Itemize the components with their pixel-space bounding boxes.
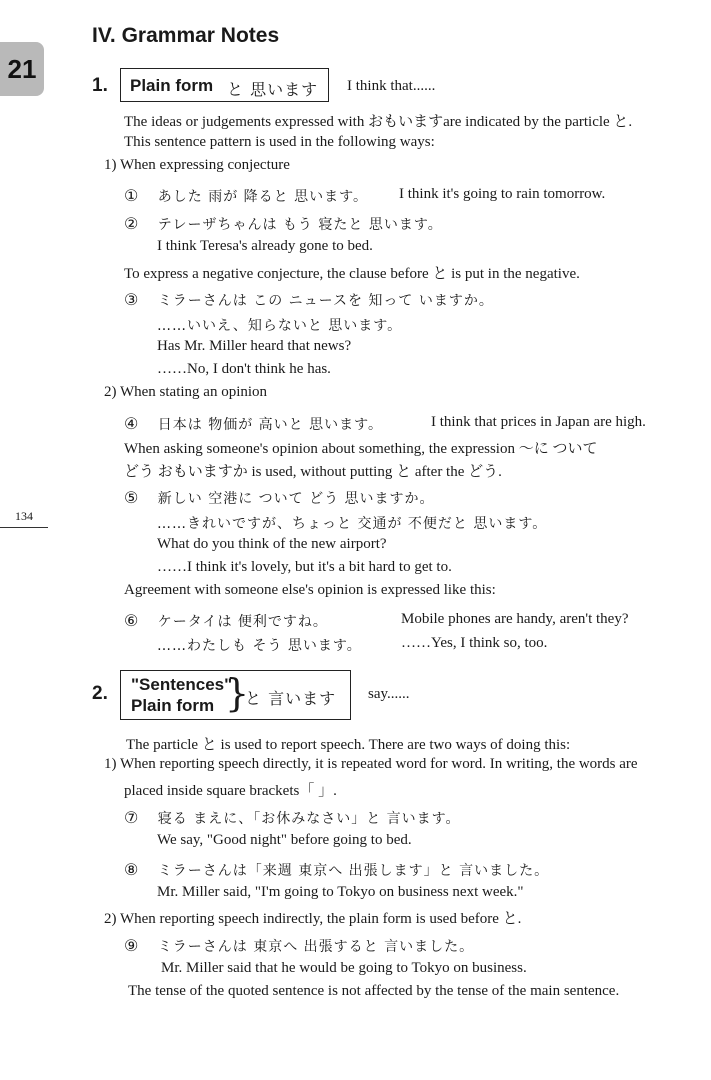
ask-note-2: どう おもいますか is used, without putting と after the どう.	[124, 464, 502, 480]
note-2-pattern-line-1: "Sentences"	[131, 675, 233, 694]
example-3	[124, 290, 494, 310]
example-8-jp: ミラーさんは「来週 東京へ 出張します」と 言いました。	[157, 863, 550, 879]
example-3-jp-1: ミラーさんは この ニュースを 知って いますか。	[157, 293, 494, 309]
example-4-en: I think that prices in Japan are high.	[431, 414, 646, 430]
example-8-number: ⑧	[124, 862, 139, 879]
example-1	[124, 186, 368, 206]
agreement-note: Agreement with someone else's opinion is expressed like this:	[124, 582, 496, 598]
note-2-use-1b: placed inside square brackets「 」.	[124, 783, 337, 799]
note-1-meaning: I think that......	[347, 78, 436, 94]
example-9	[124, 936, 474, 956]
example-5-en-2: ……I think it's lovely, but it's a bit hard to get to.	[157, 559, 452, 575]
example-6-jp-1: ケータイは 便利ですね。	[157, 614, 328, 630]
note-2-pattern-line-2: Plain form	[131, 696, 215, 715]
example-2-jp: テレーザちゃんは もう 寝たと 思います。	[157, 217, 443, 233]
chapter-tab: 21	[0, 42, 44, 96]
example-5-en-1: What do you think of the new airport?	[157, 536, 387, 552]
note-2-use-2: 2) When reporting speech indirectly, the plain form is used before と.	[104, 911, 522, 927]
note-1-intro-1: The ideas or judgements expressed with おもいますare indicated by the particle と.	[124, 114, 633, 130]
example-2-en: I think Teresa's already gone to bed.	[157, 238, 373, 254]
note-1-pattern-en: Plain form	[130, 76, 214, 95]
example-7	[124, 808, 461, 828]
note-1-number: 1.	[92, 75, 108, 96]
ask-note-1: When asking someone's opinion about something, the expression ～に ついて	[124, 441, 598, 457]
example-5-jp-1: 新しい 空港に ついて どう 思いますか。	[157, 491, 435, 507]
example-2	[124, 214, 443, 234]
example-7-number: ⑦	[124, 810, 139, 827]
example-1-jp: あした 雨が 降ると 思います。	[157, 189, 368, 205]
example-4	[124, 414, 383, 434]
example-8-en: Mr. Miller said, "I'm going to Tokyo on business next week."	[157, 884, 524, 900]
note-2-use-1a: 1) When reporting speech directly, it is repeated word for word. In writing, the words are	[104, 756, 638, 772]
page-number: 134	[15, 509, 33, 523]
note-2-pattern-jp: と 言います	[245, 689, 337, 708]
note-1-pattern-jp: と 思います	[227, 80, 319, 99]
example-9-jp: ミラーさんは 東京へ 出張すると 言いました。	[157, 939, 475, 955]
example-5-jp-2: ……きれいですが、ちょっと 交通が 不便だと 思います。	[157, 516, 548, 532]
example-9-en: Mr. Miller said that he would be going to Tokyo on business.	[161, 960, 527, 976]
note-2-meaning: say......	[368, 686, 410, 702]
note-1-use-2: 2) When stating an opinion	[104, 384, 268, 400]
note-1-intro-2: This sentence pattern is used in the following ways:	[124, 134, 435, 150]
brace-icon: }	[225, 671, 250, 715]
note-2-pattern-box	[120, 670, 351, 720]
note-1-use-1: 1) When expressing conjecture	[104, 157, 290, 173]
tense-note: The tense of the quoted sentence is not affected by the tense of the main sentence.	[128, 983, 620, 999]
page-number-rule	[0, 527, 48, 528]
example-3-number: ③	[124, 292, 139, 309]
section-title: IV. Grammar Notes	[92, 24, 280, 47]
example-1-number: ①	[124, 188, 139, 205]
example-9-number: ⑨	[124, 938, 139, 955]
example-6-jp-2: ……わたしも そう 思います。	[157, 638, 362, 654]
example-7-jp: 寝る まえに、「お休みなさい」と 言います。	[157, 811, 461, 827]
example-3-en-1: Has Mr. Miller heard that news?	[157, 338, 352, 354]
example-3-jp-2: ……いいえ、知らないと 思います。	[157, 318, 403, 334]
example-8	[124, 860, 549, 880]
example-3-en-2: ……No, I don't think he has.	[157, 361, 331, 377]
example-4-jp: 日本は 物価が 高いと 思います。	[157, 417, 383, 433]
example-1-en: I think it's going to rain tomorrow.	[399, 186, 606, 202]
example-6	[124, 611, 328, 631]
example-6-en-1: Mobile phones are handy, aren't they?	[401, 611, 629, 627]
note-1-pattern-box	[120, 68, 329, 102]
example-4-number: ④	[124, 416, 139, 433]
example-2-number: ②	[124, 216, 139, 233]
example-5	[124, 488, 435, 508]
example-7-en: We say, "Good night" before going to bed.	[157, 832, 412, 848]
example-6-number: ⑥	[124, 613, 139, 630]
example-6-en-2: ……Yes, I think so, too.	[401, 635, 548, 651]
negative-note: To express a negative conjecture, the clause before と is put in the negative.	[124, 266, 580, 282]
note-2-number: 2.	[92, 683, 108, 704]
example-5-number: ⑤	[124, 490, 139, 507]
note-2-intro: The particle と is used to report speech. There are two ways of doing this:	[126, 737, 571, 753]
